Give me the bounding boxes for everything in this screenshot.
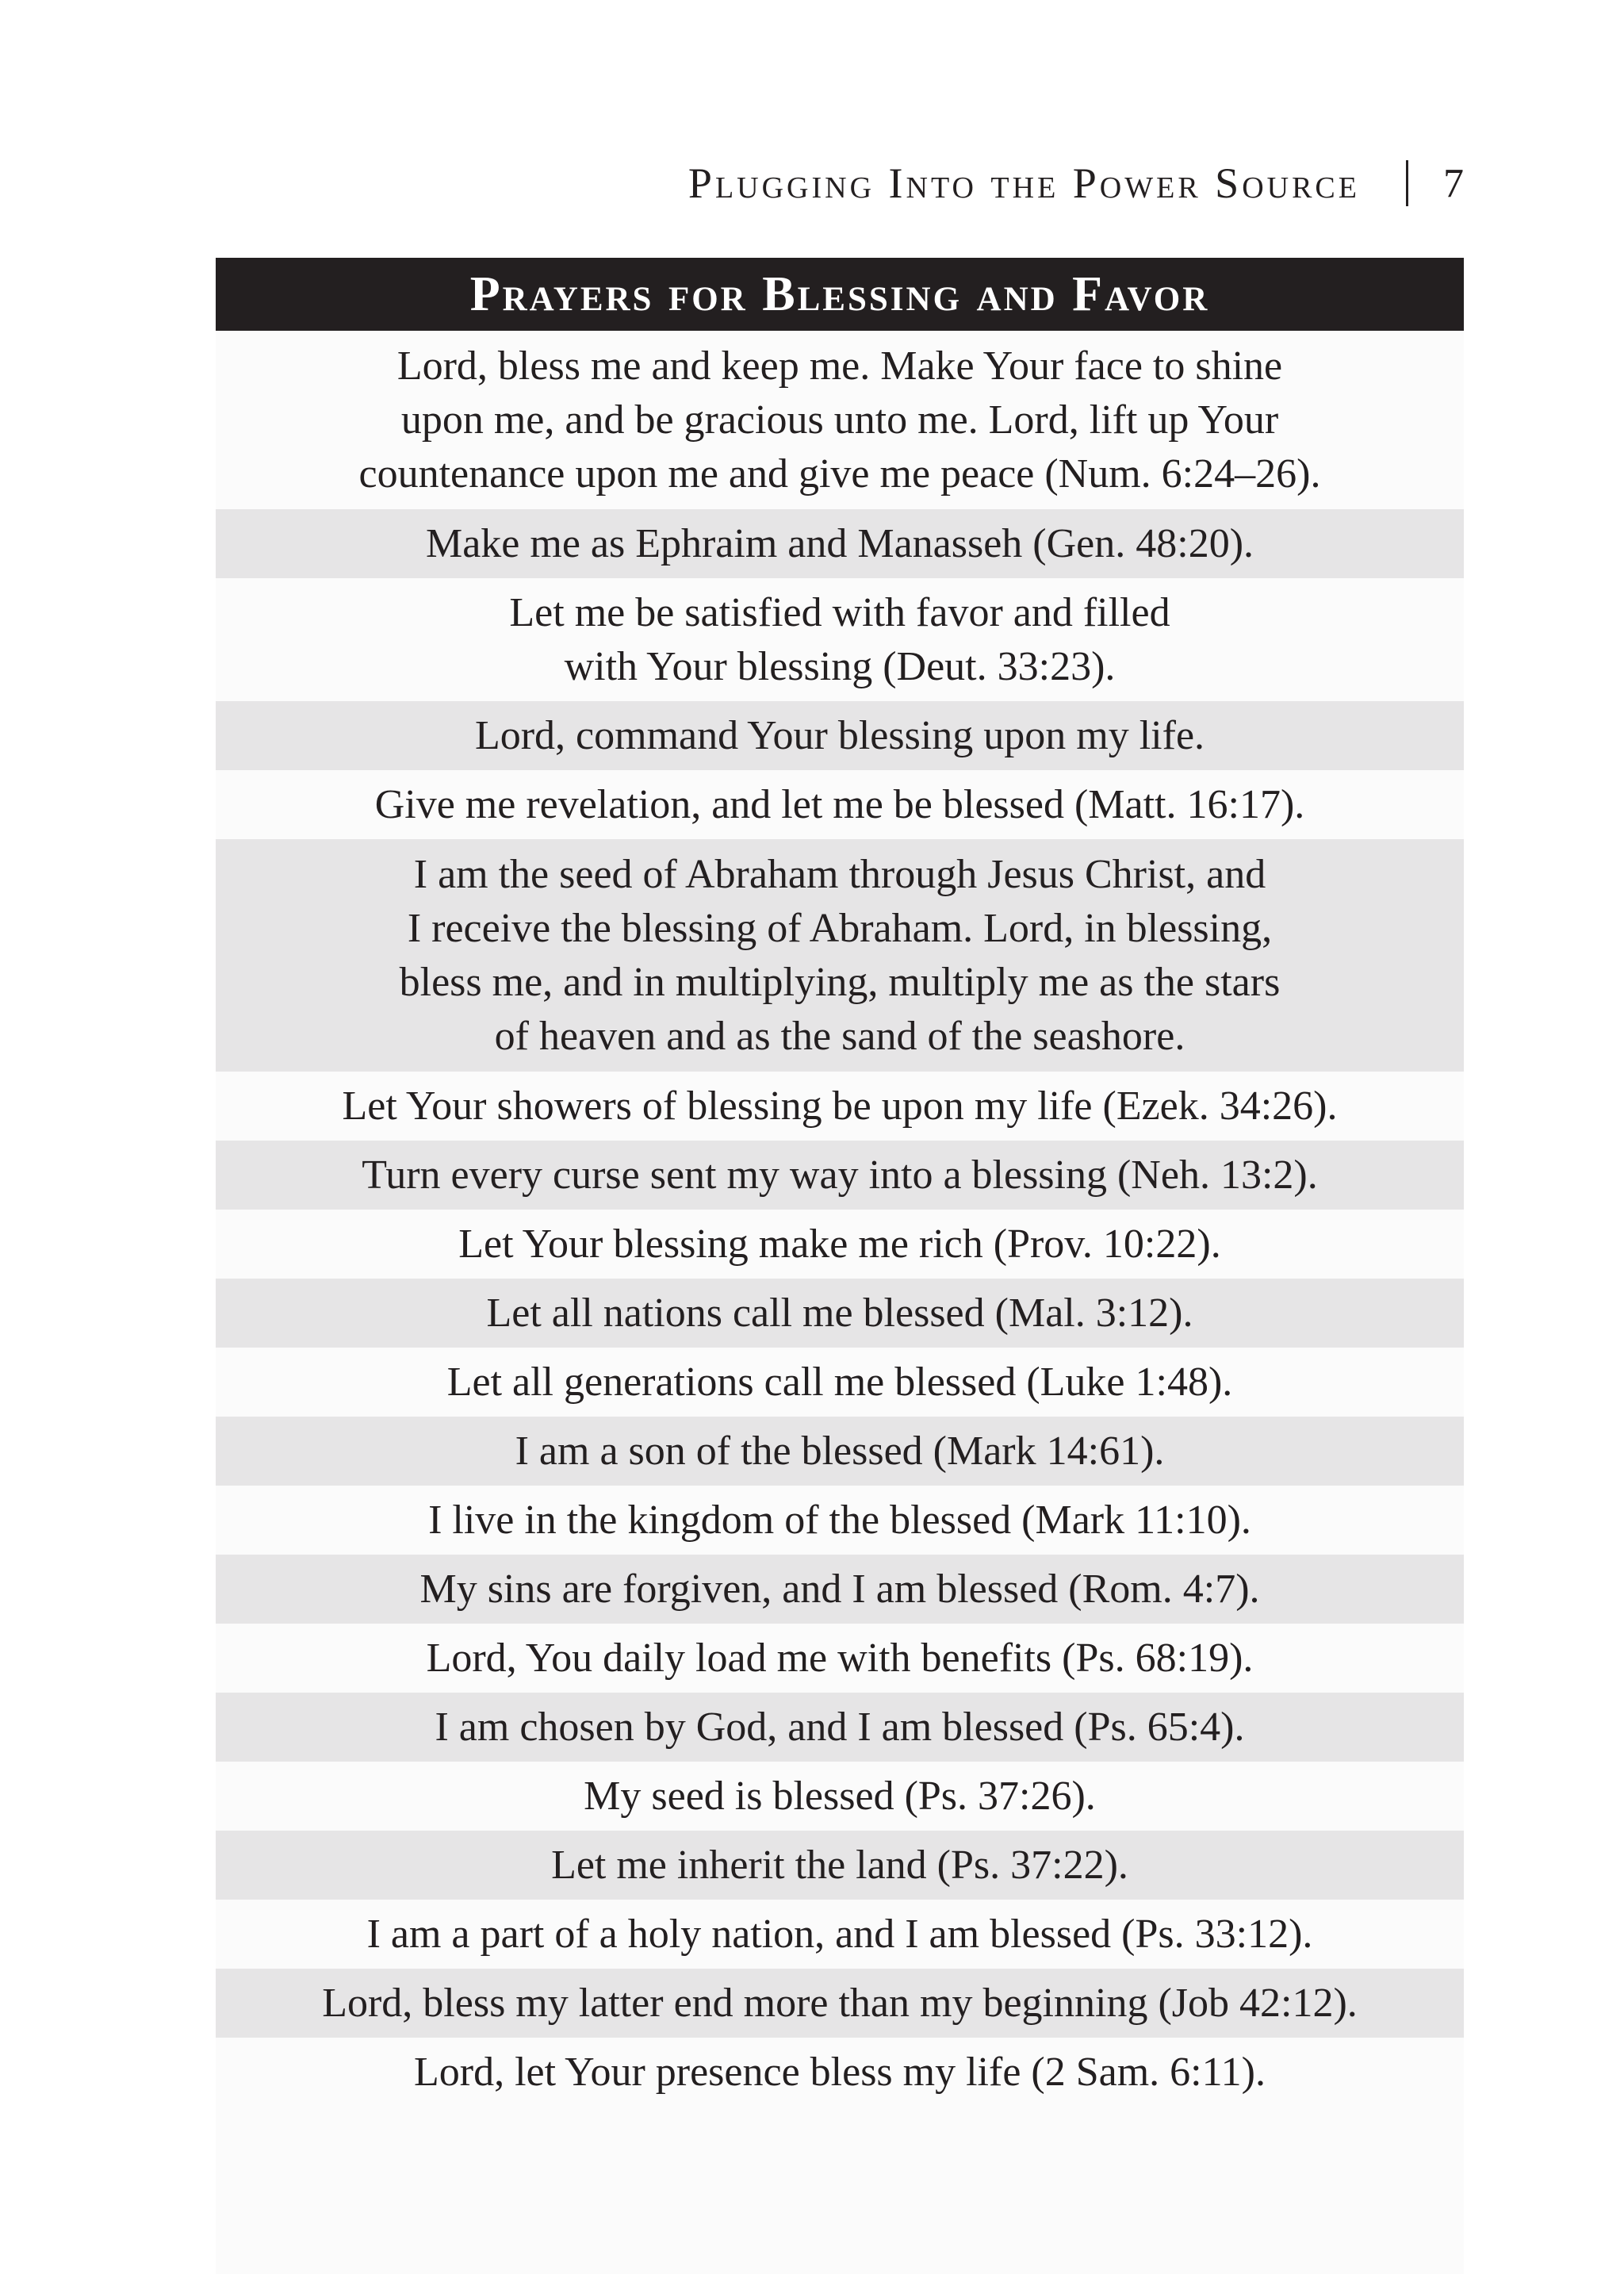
prayer-row: My seed is blessed (Ps. 37:26). [584, 1773, 1096, 1819]
prayer-row: Let me inherit the land (Ps. 37:22). [216, 1831, 1464, 1900]
prayer-row: Make me as Ephraim and Manasseh (Gen. 48:20). [216, 509, 1464, 578]
prayer-row: I am a part of a holy nation, and I am blessed (Ps. 33:12). [366, 1911, 1313, 1957]
prayer-row: Turn every curse sent my way into a blessing (Neh. 13:2). [216, 1141, 1464, 1210]
prayer-row: Let all generations call me blessed (Luke 1:48). [446, 1359, 1233, 1405]
prayer-row: Let Your blessing make me rich (Prov. 10:22). [458, 1221, 1221, 1267]
prayer-row: Lord, bless me and keep me. Make Your face to shine upon me, and be gracious unto me. Lord, lift up Your countenance upon me and give me peace (Num. 6:24–26). [358, 343, 1321, 497]
prayer-row: Lord, bless my latter end more than my beginning (Job 42:12). [216, 1969, 1464, 2038]
running-head-separator [1406, 160, 1408, 206]
prayer-row: Lord, let Your presence bless my life (2 Sam. 6:11). [414, 2049, 1266, 2095]
prayer-table [216, 258, 1464, 2107]
prayer-row: Let Your showers of blessing be upon my life (Ezek. 34:26). [342, 1083, 1338, 1129]
prayer-row: Give me revelation, and let me be blessed (Matt. 16:17). [374, 781, 1305, 827]
prayer-row: I am a son of the blessed (Mark 14:61). [216, 1417, 1464, 1486]
prayer-row: Let all nations call me blessed (Mal. 3:12). [216, 1279, 1464, 1348]
running-head-title: Plugging Into the Power Source [688, 159, 1360, 207]
running-head [688, 155, 1464, 211]
prayer-row: I am the seed of Abraham through Jesus Christ, and I receive the blessing of Abraham. Lord, in blessing, bless me, and in multiplying, multiply me as the stars of heaven and as the sand of the seashore. [216, 839, 1464, 1072]
prayer-row: Let me be satisfied with favor and filled with Your blessing (Deut. 33:23). [509, 589, 1170, 689]
prayer-row: Lord, You daily load me with benefits (Ps. 68:19). [426, 1635, 1254, 1681]
prayer-row: My sins are forgiven, and I am blessed (Rom. 4:7). [216, 1555, 1464, 1624]
prayer-row: I live in the kingdom of the blessed (Mark 11:10). [428, 1497, 1251, 1543]
prayer-row: Lord, command Your blessing upon my life. [216, 701, 1464, 770]
page-number: 7 [1443, 160, 1464, 206]
table-heading: Prayers for Blessing and Favor [216, 258, 1464, 331]
prayer-row: I am chosen by God, and I am blessed (Ps. 65:4). [216, 1693, 1464, 1762]
